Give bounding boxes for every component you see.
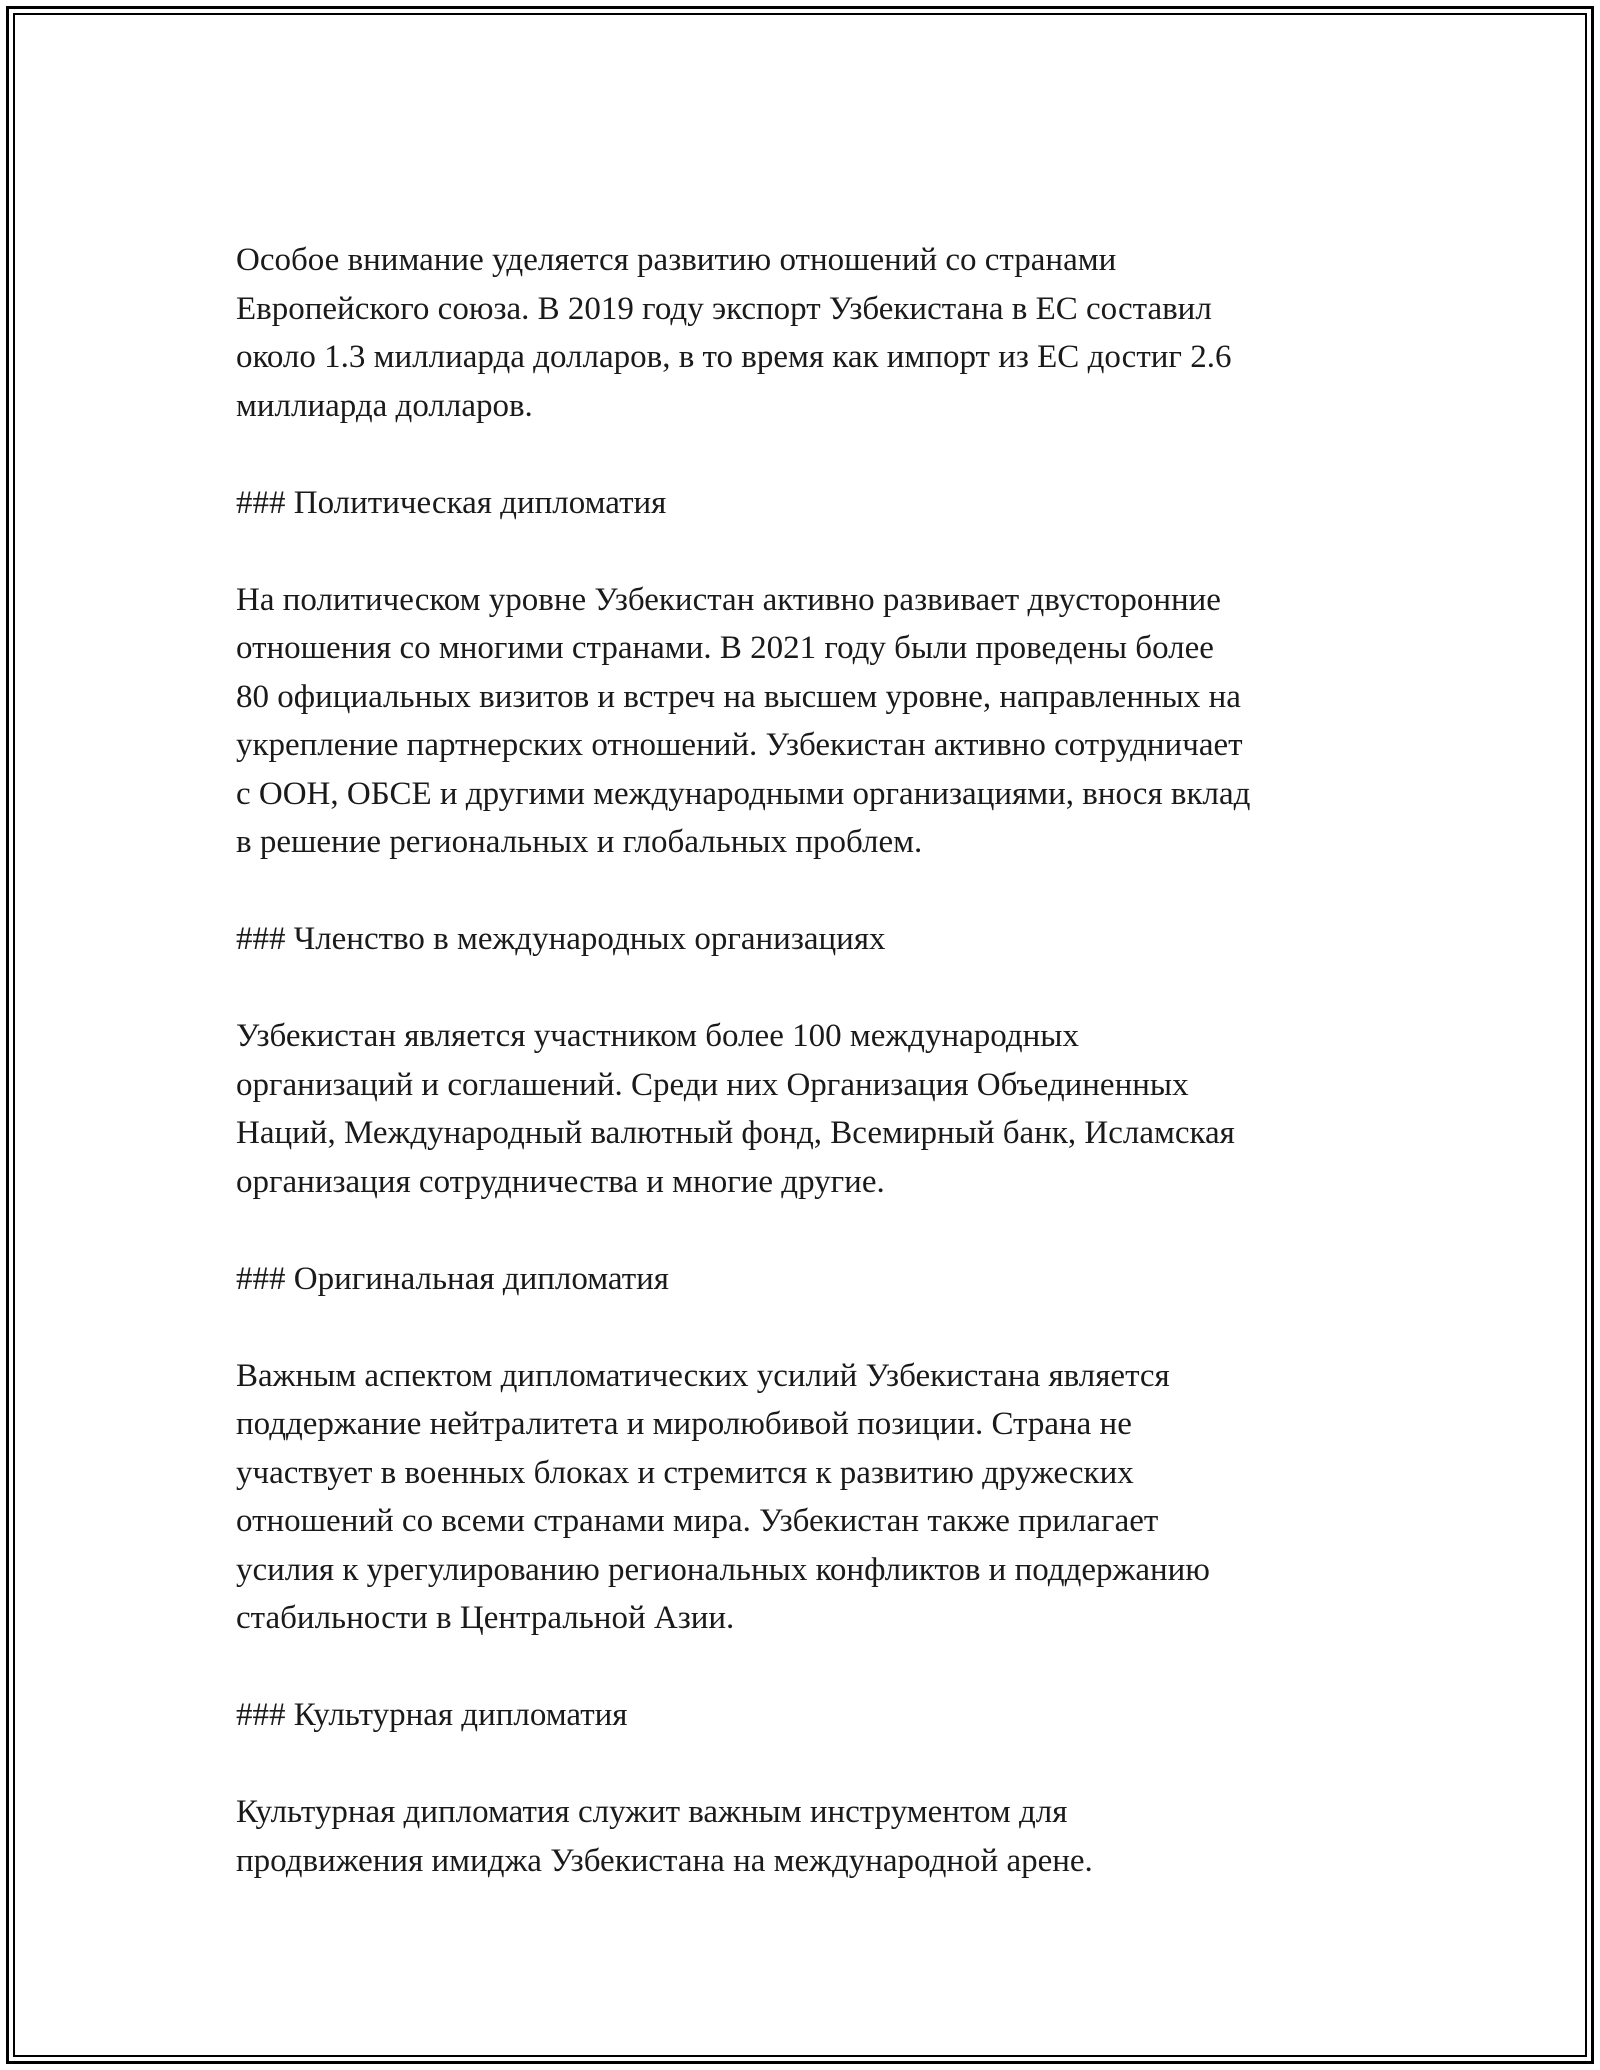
heading-original-diplomacy xyxy=(236,1255,1386,1304)
text-line: около 1.3 миллиарда долларов, в то время как импорт из ЕС достиг 2.6 xyxy=(236,339,1232,375)
text-line: Культурная дипломатия служит важным инструментом для xyxy=(236,1794,1068,1830)
heading-cultural-diplomacy xyxy=(236,1691,1386,1740)
paragraph-eu-relations xyxy=(236,236,1386,430)
text-line: миллиарда долларов. xyxy=(236,387,533,424)
text-line: На политическом уровне Узбекистан активно развивает двусторонние xyxy=(236,581,1221,618)
text-line: в решение региональных и глобальных проблем. xyxy=(236,824,923,860)
text-line: Важным аспектом дипломатических усилий Узбекистана является xyxy=(236,1357,1170,1394)
text-line: с ООН, ОБСЕ и другими международными организациями, внося вклад xyxy=(236,775,1251,812)
heading-text: ### Политическая дипломатия xyxy=(236,484,667,521)
text-line: Особое внимание уделяется развитию отношений со странами xyxy=(236,242,1117,278)
text-line: отношений со всеми странами мира. Узбекистан также прилагает xyxy=(236,1503,1159,1539)
document-body xyxy=(236,236,1386,1934)
text-line: 80 официальных визитов и встреч на высшем уровне, направленных на xyxy=(236,678,1241,715)
heading-political-diplomacy xyxy=(236,479,1386,528)
text-line: укрепление партнерских отношений. Узбекистан активно сотрудничает xyxy=(236,727,1243,763)
text-line: Наций, Международный валютный фонд, Всемирный банк, Исламская xyxy=(236,1115,1235,1151)
text-line: Европейского союза. В 2019 году экспорт Узбекистана в ЕС составил xyxy=(236,290,1212,327)
heading-text: ### Членство в международных организациях xyxy=(236,921,886,957)
text-line: поддержание нейтралитета и миролюбивой позиции. Страна не xyxy=(236,1406,1132,1442)
text-line: усилия к урегулированию региональных конфликтов и поддержанию xyxy=(236,1551,1210,1588)
heading-membership xyxy=(236,915,1386,964)
text-line: отношения со многими странами. В 2021 году были проведены более xyxy=(236,630,1214,666)
paragraph-political-diplomacy xyxy=(236,576,1386,867)
text-line: стабильности в Центральной Азии. xyxy=(236,1600,735,1636)
text-line: продвижения имиджа Узбекистана на международной арене. xyxy=(236,1842,1093,1879)
heading-text: ### Оригинальная дипломатия xyxy=(236,1260,669,1297)
text-line: организация сотрудничества и многие другие. xyxy=(236,1163,885,1200)
paragraph-membership xyxy=(236,1012,1386,1206)
text-line: участвует в военных блоках и стремится к развитию дружеских xyxy=(236,1454,1134,1491)
text-line: организаций и соглашений. Среди них Организация Объединенных xyxy=(236,1066,1189,1103)
paragraph-original-diplomacy xyxy=(236,1352,1386,1643)
text-line: Узбекистан является участником более 100 международных xyxy=(236,1018,1079,1054)
heading-text: ### Культурная дипломатия xyxy=(236,1697,628,1733)
paragraph-cultural-diplomacy xyxy=(236,1788,1386,1885)
